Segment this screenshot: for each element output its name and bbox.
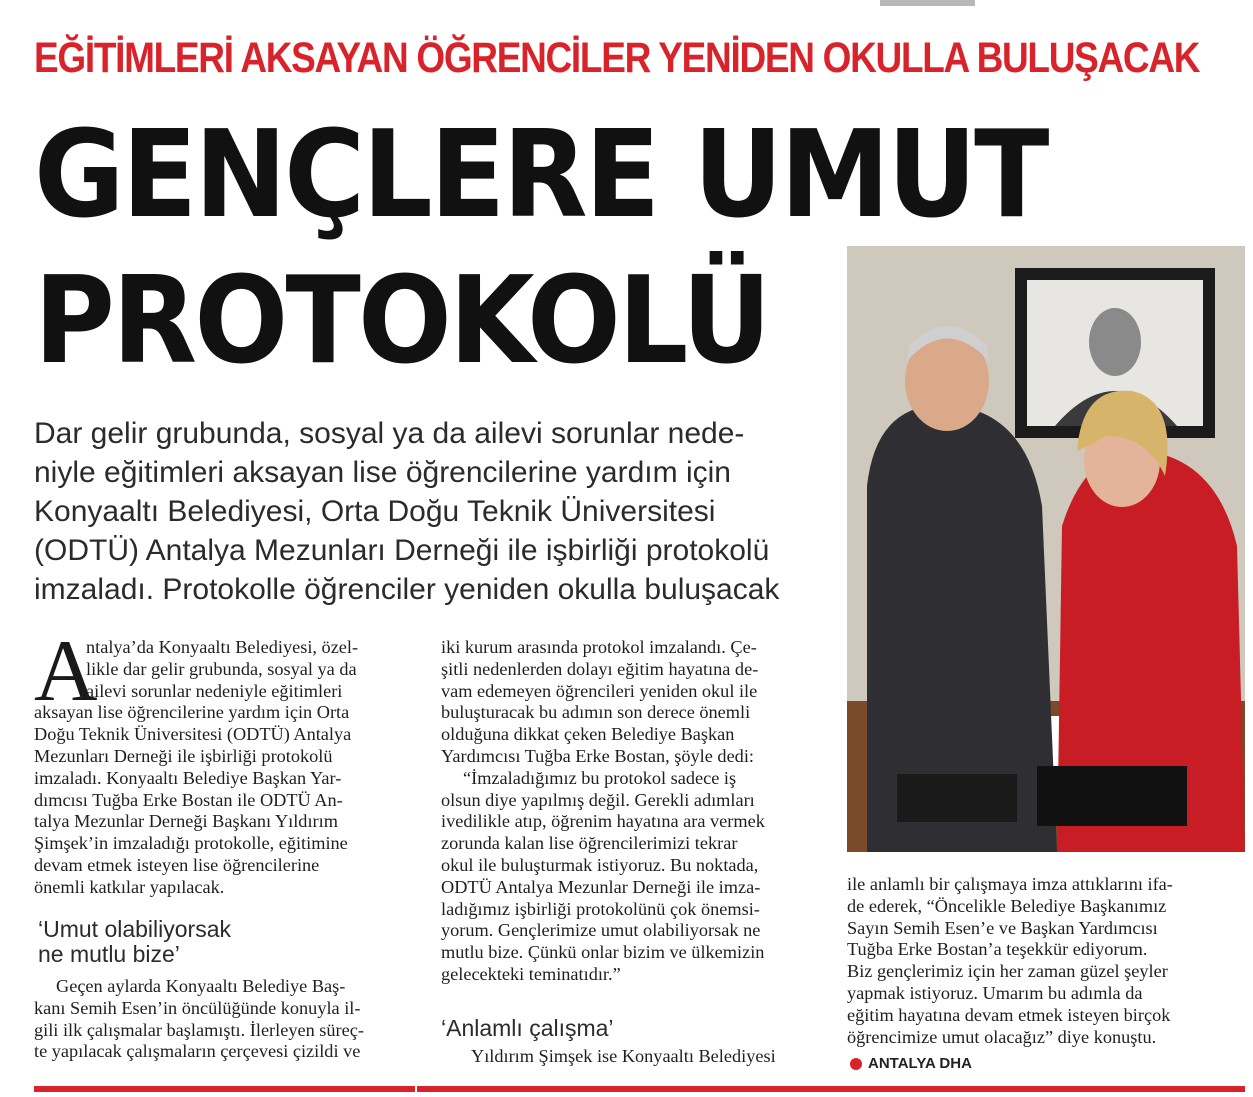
body-column-2: [441, 637, 831, 986]
lead-line: (ODTÜ) Antalya Mezunları Derneği ile işbirliği protokolü: [34, 534, 770, 567]
body-column-2-continued: [441, 1046, 776, 1068]
bottom-rule-gap: [415, 1086, 417, 1097]
body-line: devam etmek isteyen lise öğrencilerine: [34, 854, 320, 875]
body-column-1-continued: [34, 976, 364, 1063]
body-line: kanı Semih Esen’in öncülüğünde konuyla il-: [34, 997, 361, 1018]
lead-line: niyle eğitimleri aksayan lise öğrencilerine yardım için: [34, 456, 731, 489]
subheading-anlamli: [441, 1016, 614, 1041]
photo-illustration: [847, 246, 1245, 852]
top-edge-mark: [880, 0, 975, 6]
lead-line: Konyaaltı Belediyesi, Orta Doğu Teknik Üniversitesi: [34, 495, 716, 528]
news-photo: [847, 246, 1245, 852]
body-line: ivedilikle atıp, öğrenim hayatına ara vermek: [441, 811, 765, 832]
bottom-rule: [34, 1086, 1245, 1092]
body-line: eğitim hayatına devam etmek isteyen birçok: [847, 1004, 1171, 1025]
body-line: yapmak istiyoruz. Umarım bu adımla da: [847, 982, 1143, 1003]
body-line: imzaladı. Konyaaltı Belediye Başkan Yar-: [34, 767, 342, 788]
headline-line-2: PROTOKOLÜ: [34, 252, 769, 391]
subheading-line: ‘Umut olabiliyorsak: [38, 916, 232, 942]
body-line: te yapılacak çalışmaların çerçevesi çizildi ve: [34, 1041, 361, 1062]
body-column-1: [34, 637, 414, 899]
body-line: olduğuna dikkat çeken Belediye Başkan: [441, 724, 735, 745]
headline-line-1: GENÇLERE UMUT: [34, 106, 1047, 245]
body-line: Yardımcısı Tuğba Erke Bostan, şöyle dedi:: [441, 745, 754, 766]
credit-dot-icon: [850, 1058, 862, 1070]
credit-label: ANTALYA DHA: [868, 1055, 972, 1072]
body-line: yorum. Gençlerimize umut olabiliyorsak ne: [441, 920, 761, 941]
lead-paragraph: [34, 414, 834, 609]
body-line: ailevi sorunlar nedeniyle eğitimleri: [86, 680, 343, 701]
body-line: ile anlamlı bir çalışmaya imza attıklarını ifa-: [847, 874, 1173, 894]
body-line: dımcısı Tuğba Erke Bostan ile ODTÜ An-: [34, 789, 343, 810]
body-line: Biz gençlerimiz için her zaman güzel şeyler: [847, 961, 1168, 982]
body-line: de ederek, “Öncelikle Belediye Başkanımız: [847, 895, 1167, 916]
lead-line: Dar gelir grubunda, sosyal ya da ailevi sorunlar nede-: [34, 417, 745, 450]
body-line: aksayan lise öğrencilerine yardım için Orta: [34, 702, 350, 723]
source-credit: [850, 1055, 972, 1072]
body-line: Şimşek’in imzaladığı protokolle, eğitimine: [34, 833, 348, 854]
subheading-line: ‘Anlamlı çalışma’: [441, 1015, 614, 1041]
body-line: gelecekteki teminatıdır.”: [441, 963, 621, 984]
body-line: Sayın Semih Esen’e ve Başkan Yardımcısı: [847, 917, 1158, 938]
body-line: buluşturacak bu adımın son derece önemli: [441, 702, 751, 723]
body-line: Tuğba Erke Bostan’a teşekkür ediyorum.: [847, 939, 1148, 960]
body-line: mutlu bize. Çünkü onlar bizim ve ülkemizin: [441, 942, 765, 963]
body-line: zorunda kalan lise öğrencilerimizi tekrar: [441, 833, 738, 854]
body-line: olsun diye yapılmış değil. Gerekli adımları: [441, 789, 755, 810]
body-line: şitli nedenlerden dolayı eğitim hayatına de-: [441, 658, 759, 679]
body-line: ODTÜ Antalya Mezunlar Derneği ile imza-: [441, 876, 761, 897]
body-line: Geçen aylarda Konyaaltı Belediye Baş-: [56, 976, 346, 996]
body-line: Doğu Teknik Üniversitesi (ODTÜ) Antalya: [34, 724, 352, 745]
body-line: gili ilk çalışmalar başlamıştı. İlerleyen süreç-: [34, 1019, 364, 1040]
body-column-3: [847, 874, 1237, 1048]
body-line: “İmzaladığımız bu protokol sadece iş: [463, 767, 737, 788]
body-line: ntalya’da Konyaaltı Belediyesi, özel-: [86, 637, 359, 657]
body-line: iki kurum arasında protokol imzalandı. Çe-: [441, 637, 757, 657]
body-line: öğrencimize umut olacağız” diye konuştu.: [847, 1026, 1157, 1047]
subheading-line: ne mutlu bize’: [38, 941, 180, 967]
body-line: Mezunları Derneği ile işbirliği protokolü: [34, 745, 333, 766]
drop-cap: A: [34, 623, 98, 720]
kicker: EĞİTİMLERİ AKSAYAN ÖĞRENCİLER YENİDEN OKULLA BULUŞACAK: [34, 34, 1200, 82]
subheading-umut: [38, 917, 231, 967]
body-line: okul ile buluşturmak istiyoruz. Bu noktada,: [441, 854, 759, 875]
body-line: ladığımız işbirliği protokolünü çok önemsi-: [441, 898, 760, 919]
body-line: likle dar gelir grubunda, sosyal ya da: [86, 658, 357, 679]
lead-line: imzaladı. Protokolle öğrenciler yeniden okulla buluşacak: [34, 573, 780, 606]
body-line: Yıldırım Şimşek ise Konyaaltı Belediyesi: [471, 1046, 776, 1066]
body-line: vam edemeyen öğrencileri yeniden okul ile: [441, 680, 758, 701]
body-line: talya Mezunlar Derneği Başkanı Yıldırım: [34, 811, 338, 832]
body-line: önemli katkılar yapılacak.: [34, 876, 225, 897]
